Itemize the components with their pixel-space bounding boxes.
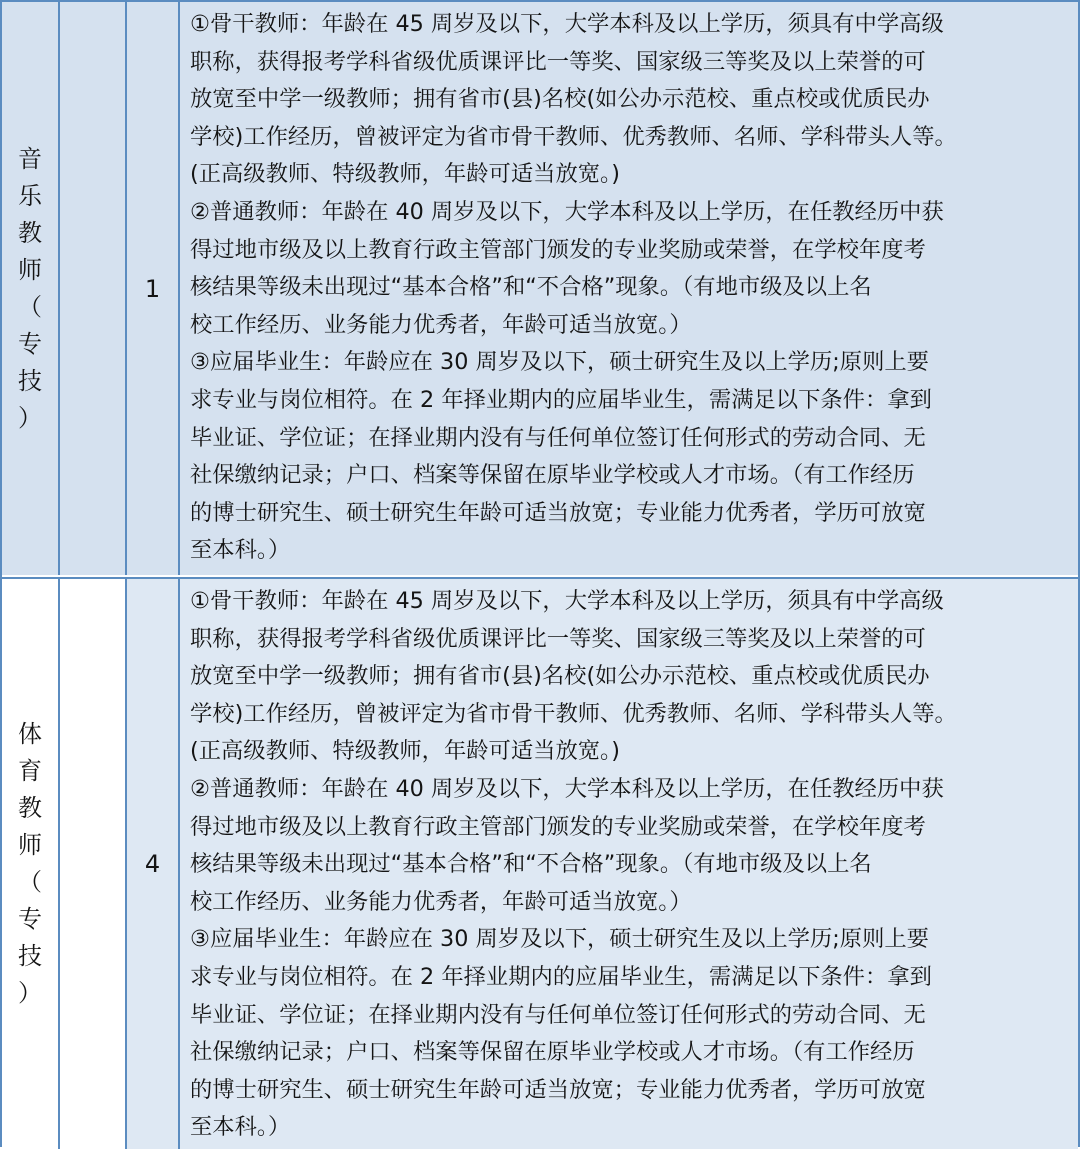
requirement-line: (正高级教师、特级教师，年龄可适当放宽。) [190,161,620,188]
requirement-line: 毕业证、学位证；在择业期内没有与任何单位签订任何形式的劳动合同、无 [190,1001,926,1028]
requirement-line: (正高级教师、特级教师，年龄可适当放宽。) [190,738,620,765]
requirement-line: 放宽至中学一级教师；拥有省市(县)名校(如公办示范校、重点校或优质民办 [190,663,930,690]
post-name-cell [2,2,60,575]
requirement-line: 求专业与岗位相符。在 2 年择业期内的应届毕业生，需满足以下条件：拿到 [190,386,932,413]
requirement-line: ②普通教师：年龄在 40 周岁及以下，大学本科及以上学历，在任教经历中获 [190,775,944,802]
requirement-line: 职称，获得报考学科省级优质课评比一等奖、国家级三等奖及以上荣誉的可 [190,48,926,75]
headcount: 4 [144,850,161,878]
requirement-line: 求专业与岗位相符。在 2 年择业期内的应届毕业生，需满足以下条件：拿到 [190,963,932,990]
requirement-line: 至本科。） [190,1114,291,1141]
requirement-line: 至本科。） [190,537,291,564]
requirement-line: 社保缴纳记录；户口、档案等保留在原毕业学校或人才市场。（有工作经历 [190,1039,915,1066]
requirement-line: 的博士研究生、硕士研究生年龄可适当放宽；专业能力优秀者，学历可放宽 [190,499,926,526]
blank-cell [60,2,127,575]
requirement-line: 的博士研究生、硕士研究生年龄可适当放宽；专业能力优秀者，学历可放宽 [190,1076,926,1103]
headcount: 1 [144,274,161,303]
requirement-line: 得过地市级及以上教育行政主管部门颁发的专业奖励或荣誉，在学校年度考 [190,236,926,263]
requirement-line: 学校)工作经历，曾被评定为省市骨干教师、优秀教师、名师、学科带头人等。 [190,123,957,150]
requirement-line: 学校)工作经历，曾被评定为省市骨干教师、优秀教师、名师、学科带头人等。 [190,700,957,727]
requirements-text [190,583,1072,1147]
requirement-line: 校工作经历、业务能力优秀者，年龄可适当放宽。） [190,311,692,338]
post-name: 音 乐 教 师 （ 专 技 ） [18,144,42,432]
headcount-cell [127,2,180,575]
requirement-line: ①骨干教师：年龄在 45 周岁及以下，大学本科及以上学历，须具有中学高级 [190,11,944,37]
requirement-line: 职称，获得报考学科省级优质课评比一等奖、国家级三等奖及以上荣誉的可 [190,625,926,652]
post-name-cell [2,579,60,1149]
headcount-cell [127,579,180,1149]
requirement-line: ③应届毕业生：年龄应在 30 周岁及以下，硕士研究生及以上学历;原则上要 [190,926,929,953]
requirement-line: ③应届毕业生：年龄应在 30 周岁及以下，硕士研究生及以上学历;原则上要 [190,349,929,376]
blank-cell [60,579,127,1149]
requirement-line: 毕业证、学位证；在择业期内没有与任何单位签订任何形式的劳动合同、无 [190,424,926,451]
requirements-cell [180,579,1078,1149]
requirement-line: 得过地市级及以上教育行政主管部门颁发的专业奖励或荣誉，在学校年度考 [190,813,926,840]
post-name: 体 育 教 师 （ 专 技 ） [18,720,42,1007]
table-row-music-teacher [2,2,1078,575]
requirement-line: 核结果等级未出现过“基本合格”和“不合格”现象。（有地市级及以上名 [190,274,872,301]
requirement-line: ②普通教师：年龄在 40 周岁及以下，大学本科及以上学历，在任教经历中获 [190,198,944,225]
table-row-pe-teacher [2,577,1078,1149]
requirement-line: 社保缴纳记录；户口、档案等保留在原毕业学校或人才市场。（有工作经历 [190,462,915,489]
requirement-line: 放宽至中学一级教师；拥有省市(县)名校(如公办示范校、重点校或优质民办 [190,86,930,113]
requirement-line: 核结果等级未出现过“基本合格”和“不合格”现象。（有地市级及以上名 [190,851,872,878]
requirement-line: ①骨干教师：年龄在 45 周岁及以下，大学本科及以上学历，须具有中学高级 [190,588,944,614]
requirement-line: 校工作经历、业务能力优秀者，年龄可适当放宽。） [190,888,692,915]
requirements-cell [180,2,1078,575]
requirements-text [190,6,1072,570]
